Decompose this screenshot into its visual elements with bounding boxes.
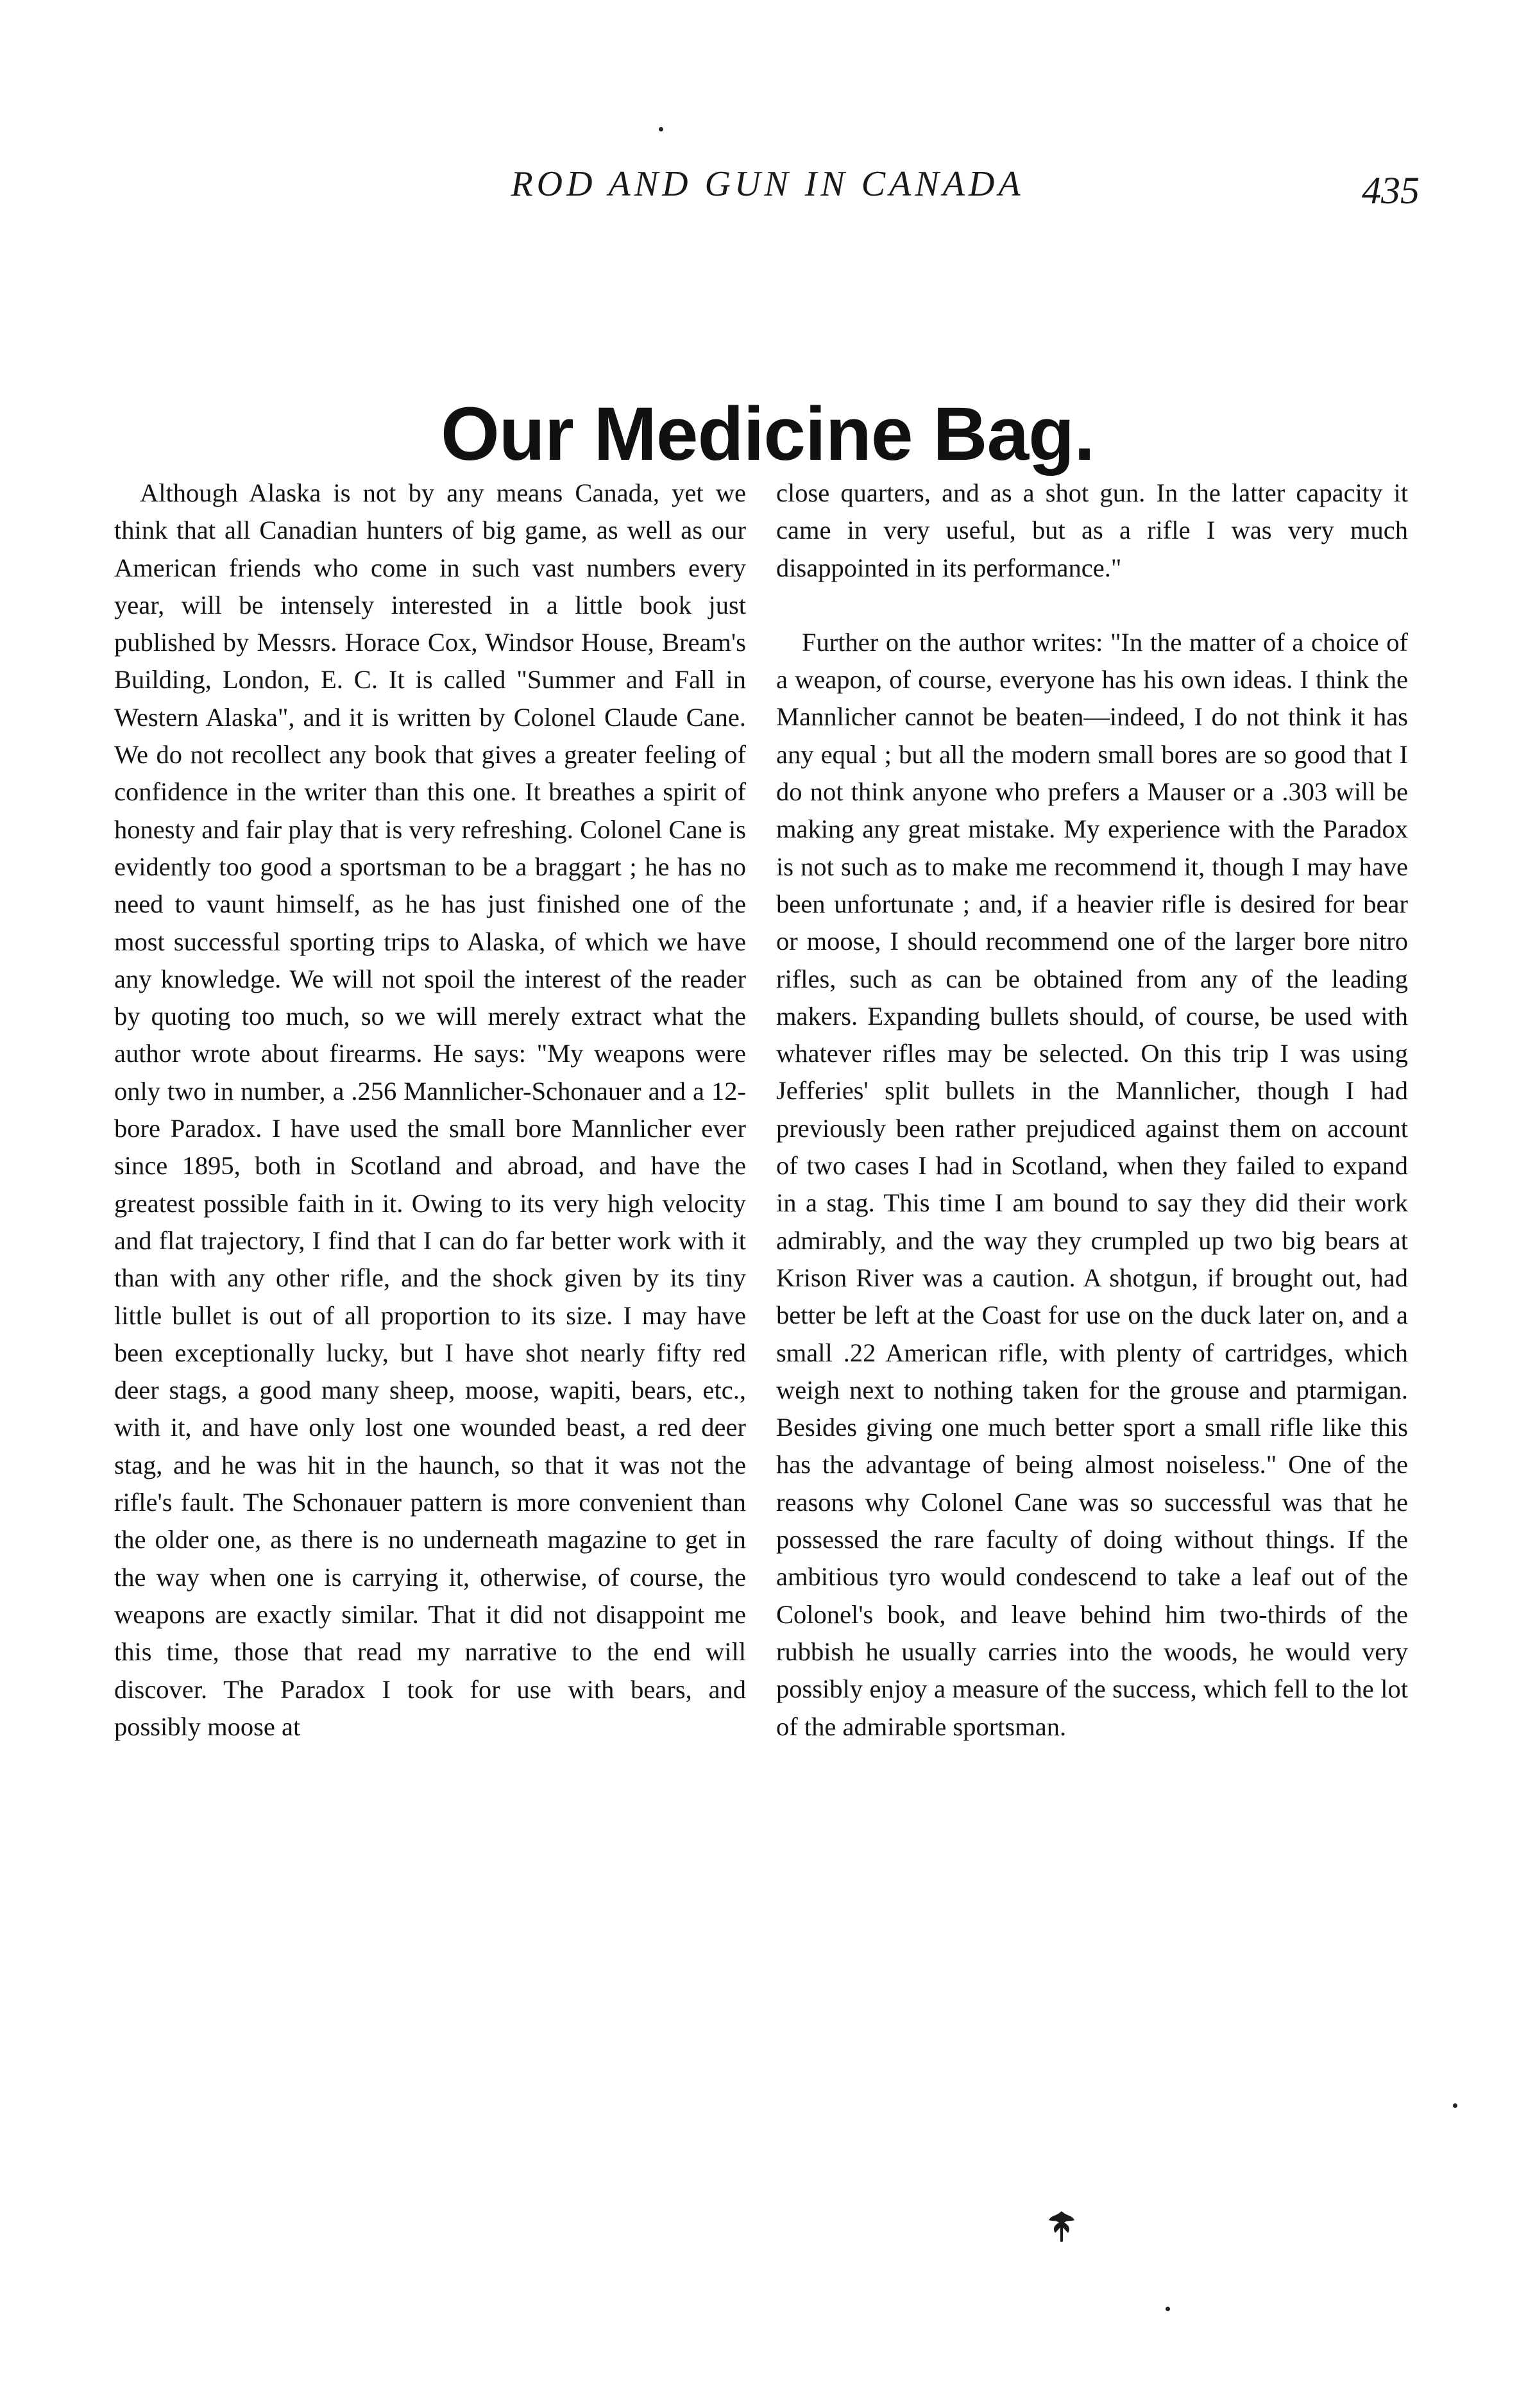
article-title: Our Medicine Bag. <box>441 392 1094 477</box>
print-speck <box>1166 2307 1170 2311</box>
article-paragraph-2: Further on the author writes: "In the matter of a choice of a weapon, of course, everyone has his own ideas. I think the Mannlicher cannot be beaten—indeed, I do not think it has any equal ; but all the modern small bores are so good that I do not think anyone who prefers a Mauser or a .303 will be making any great mistake. My experience with the Paradox is not such as to make me recommend it, though I may have been unfortunate ; and, if a heavier rifle is desired for bear or moose, I should recommend one of the larger bore nitro rifles, such as can be obtained from any of the leading makers. Expanding bullets should, of course, be used with whatever rifles may be selected. On this trip I was using Jefferies' split bullets in the Mannlicher, though I had previously been rather prejudiced against them on account of two cases I had in Scotland, when they failed to expand in a stag. This time I am bound to say they did their work admirably, and the way they crumpled up two big bears at Krison River was a caution. A shotgun, if brought out, had better be left at the Coast for use on the duck later on, and a small .22 American rifle, with plenty of cartridges, which weigh next to nothing taken for the grouse and ptarmigan. Besides giving one much better sport a small rifle like this has the advantage of being almost noiseless." One of the reasons why Colonel Cane was so successful was that he possessed the rare faculty of doing without things. If the ambitious tyro would condescend to take a leaf out of the Colonel's book, and leave behind him two-thirds of the rubbish he usually carries into the woods, he would very possibly enjoy a measure of the success, which fell to the lot of the admirable sportsman. <box>776 627 1408 1741</box>
right-column <box>776 475 1408 1746</box>
running-head <box>0 164 1535 215</box>
left-column <box>114 475 746 1746</box>
page-number: 435 <box>1362 169 1420 212</box>
article-paragraph-1: Although Alaska is not by any means Canada, yet we think that all Canadian hunters of big game, as well as our American friends who come in such vast numbers every year, will be intensely interested in a little book just published by Messrs. Horace Cox, Windsor House, Bream's Building, London, E. C. It is called "Summer and Fall in Western Alaska", and it is written by Colonel Claude Cane. We do not recollect any book that gives a greater feeling of confidence in the writer than this one. It breathes a spirit of honesty and fair play that is very refreshing. Colonel Cane is evidently too good a sportsman to be a braggart ; he has no need to vaunt himself, as he has just finished one of the most successful sporting trips to Alaska, of which we have any knowledge. We will not spoil the interest of the reader by quoting too much, so we will merely extract what the author wrote about firearms. He says: "My weapons were only two in number, a .256 Mannlicher-Schonauer and a 12-bore Paradox. I have used the small bore Mannlicher ever since 1895, both in Scotland and abroad, and have the greatest possible faith in it. Owing to its very high velocity and flat trajectory, I find that I can do far better work with it than with any other rifle, and the shock given by its tiny little bullet is out of all proportion to its size. I may have been exceptionally lucky, but I have shot nearly fifty red deer stags, a good many sheep, moose, wapiti, bears, etc., with it, and have only lost one wounded beast, a red deer stag, and he was hit in the haunch, so that it was not the rifle's fault. The Schonauer pattern is more convenient than the older one, as there is no underneath magazine to get in the way when one is carrying it, otherwise, of course, the weapons are exactly similar. That it did not disappoint me this time, those that read my narrative to the end will discover. The Paradox I took for use with bears, and possibly moose at <box>114 478 746 1741</box>
article-paragraph-1-continued: close quarters, and as a shot gun. In the latter capacity it came in very useful, but as a rifle I was very much disappointed in its performance." <box>776 478 1408 582</box>
fleuron-icon <box>1042 2206 1081 2244</box>
print-speck <box>659 127 663 131</box>
print-speck <box>1453 2103 1457 2108</box>
journal-title: ROD AND GUN IN CANADA <box>511 164 1024 204</box>
